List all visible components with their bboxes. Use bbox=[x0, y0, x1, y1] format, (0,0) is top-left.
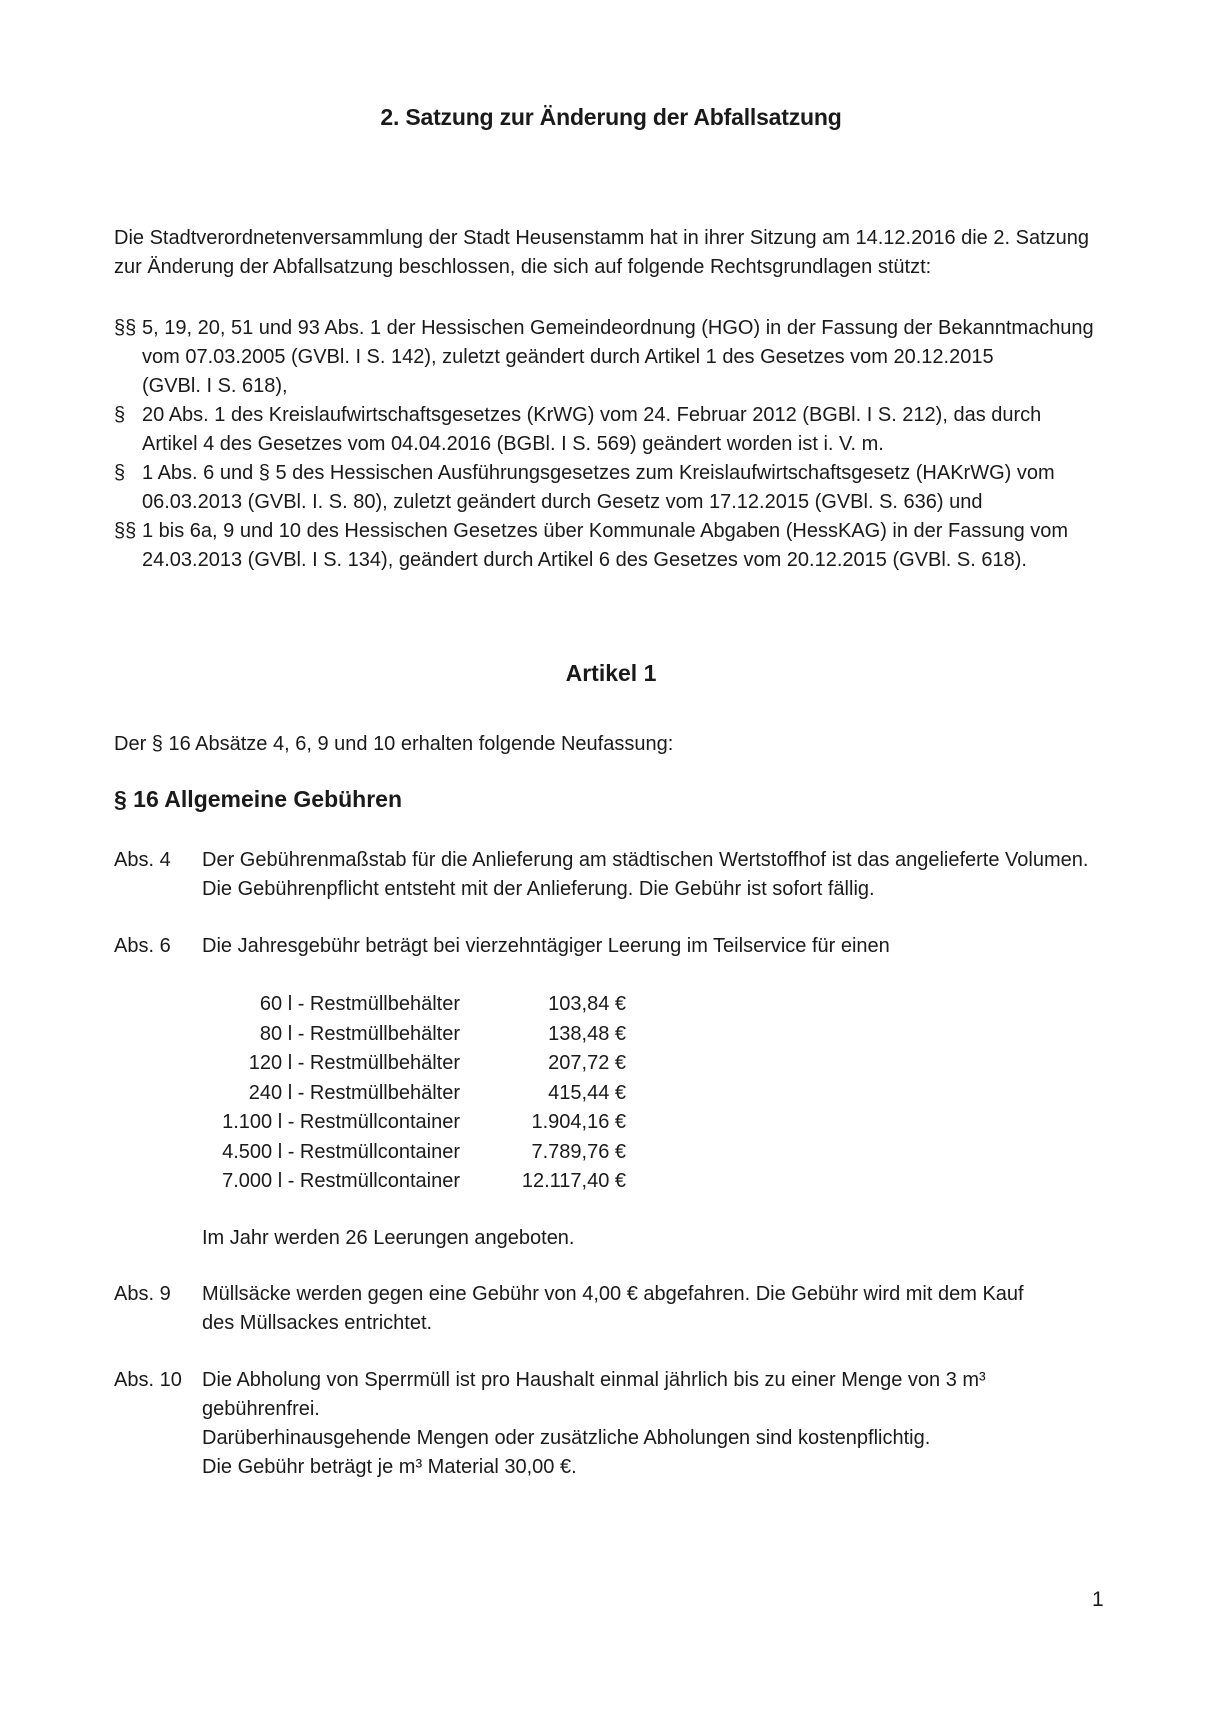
fee-amount: 103,84 € bbox=[548, 993, 626, 1015]
fee-amount: 12.117,40 € bbox=[521, 1170, 626, 1192]
abs-line: gebührenfrei. bbox=[202, 1398, 320, 1420]
fee-container-label: 7.000 l - Restmüllcontainer bbox=[222, 1170, 460, 1192]
article-intro: Der § 16 Absätze 4, 6, 9 und 10 erhalten folgende Neufassung: bbox=[114, 733, 674, 755]
fee-amount: 138,48 € bbox=[548, 1022, 626, 1045]
legal-line: 24.03.2013 (GVBl. I S. 134), geändert durch Artikel 6 des Gesetzes vom 20.12.2015 (GVBl. S. 618). bbox=[142, 549, 1027, 571]
abs-label: Abs. 10 bbox=[114, 1369, 182, 1391]
document-title: 2. Satzung zur Änderung der Abfallsatzung bbox=[380, 104, 842, 130]
abs-label: Abs. 9 bbox=[114, 1283, 171, 1305]
legal-line: vom 07.03.2005 (GVBl. I S. 142), zuletzt geändert durch Artikel 1 des Gesetzes vom 20.12.2015 bbox=[142, 346, 994, 368]
legal-basis-item bbox=[114, 517, 1124, 575]
fee-container-label: 60 l - Restmüllbehälter bbox=[259, 993, 460, 1015]
abs-line: des Müllsackes entrichtet. bbox=[202, 1312, 433, 1334]
abs-text bbox=[202, 1366, 1124, 1482]
abs-line: Der Gebührenmaßstab für die Anlieferung am städtischen Wertstoffhof ist das angelieferte Volumen. bbox=[202, 849, 1089, 871]
fee-container-label: 80 l - Restmüllbehälter bbox=[259, 1022, 460, 1045]
abs-line: Darüberhinausgehende Mengen oder zusätzliche Abholungen sind kostenpflichtig. bbox=[202, 1427, 931, 1449]
abs-line: Die Abholung von Sperrmüll ist pro Haushalt einmal jährlich bis zu einer Menge von 3 m³ bbox=[202, 1369, 986, 1391]
section-heading: § 16 Allgemeine Gebühren bbox=[114, 786, 403, 812]
intro-line: zur Änderung der Abfallsatzung beschlossen, die sich auf folgende Rechtsgrundlagen stützt: bbox=[114, 256, 932, 278]
abs-10-block bbox=[114, 1366, 1124, 1482]
legal-basis-item bbox=[114, 314, 1124, 401]
intro-line: Die Stadtverordnetenversammlung der Stadt Heusenstamm hat in ihrer Sitzung am 14.12.2016 die 2. Satzung bbox=[114, 227, 1089, 249]
legal-line: 5, 19, 20, 51 und 93 Abs. 1 der Hessischen Gemeindeordnung (HGO) in der Fassung der Bekanntmachung bbox=[142, 317, 1094, 339]
legal-basis-item bbox=[114, 459, 1124, 517]
fee-amount: 1.904,16 € bbox=[531, 1111, 626, 1133]
fee-container-label: 4.500 l - Restmüllcontainer bbox=[222, 1140, 460, 1163]
abs-text bbox=[202, 846, 1124, 904]
article-heading: Artikel 1 bbox=[565, 660, 657, 686]
abs-line: Die Jahresgebühr beträgt bei vierzehntägiger Leerung im Teilservice für einen bbox=[202, 935, 890, 957]
paragraph-symbol: §§ bbox=[114, 317, 137, 339]
abs-line: Müllsäcke werden gegen eine Gebühr von 4,00 € abgefahren. Die Gebühr wird mit dem Kauf bbox=[202, 1283, 1024, 1305]
abs-label: Abs. 4 bbox=[114, 849, 171, 871]
fees-note: Im Jahr werden 26 Leerungen angeboten. bbox=[202, 1227, 575, 1249]
abs-label: Abs. 6 bbox=[114, 935, 171, 957]
fee-amount: 415,44 € bbox=[548, 1081, 626, 1104]
legal-line: (GVBl. I S. 618), bbox=[142, 375, 288, 397]
legal-line: 06.03.2013 (GVBl. I. S. 80), zuletzt geändert durch Gesetz vom 17.12.2015 (GVBl. S. 636) und bbox=[142, 491, 983, 513]
legal-basis-list bbox=[114, 314, 1124, 575]
legal-line: 1 Abs. 6 und § 5 des Hessischen Ausführungsgesetzes zum Kreislaufwirtschaftsgesetz (HAKrWG) vom bbox=[142, 462, 1055, 484]
fee-container-label: 240 l - Restmüllbehälter bbox=[248, 1081, 460, 1104]
legal-line: Artikel 4 des Gesetzes vom 04.04.2016 (BGBl. I S. 569) geändert worden ist i. V. m. bbox=[142, 433, 884, 455]
abs-text bbox=[202, 1280, 1124, 1338]
fee-amount: 207,72 € bbox=[548, 1052, 626, 1074]
abs-line: Die Gebührenpflicht entsteht mit der Anlieferung. Die Gebühr ist sofort fällig. bbox=[202, 878, 875, 900]
legal-line: 20 Abs. 1 des Kreislaufwirtschaftsgesetzes (KrWG) vom 24. Februar 2012 (BGBl. I S. 212), das durch bbox=[142, 404, 1042, 426]
fee-amount: 7.789,76 € bbox=[531, 1140, 626, 1163]
abs-6-block bbox=[114, 932, 1124, 961]
abs-9-block bbox=[114, 1280, 1124, 1338]
legal-basis-item bbox=[114, 401, 1124, 459]
abs-line: Die Gebühr beträgt je m³ Material 30,00 €. bbox=[202, 1456, 577, 1478]
abs-4-block bbox=[114, 846, 1124, 904]
fee-container-label: 120 l - Restmüllbehälter bbox=[248, 1052, 460, 1074]
fee-container-label: 1.100 l - Restmüllcontainer bbox=[222, 1111, 460, 1133]
paragraph-symbol: §§ bbox=[114, 520, 137, 542]
legal-line: 1 bis 6a, 9 und 10 des Hessischen Gesetzes über Kommunale Abgaben (HessKAG) in der Fassung vom bbox=[142, 520, 1069, 542]
page-number: 1 bbox=[1092, 1588, 1104, 1611]
intro-paragraph bbox=[114, 224, 1114, 282]
abs-text bbox=[202, 932, 1124, 961]
paragraph-symbol: § bbox=[114, 404, 126, 426]
paragraph-symbol: § bbox=[114, 462, 126, 484]
